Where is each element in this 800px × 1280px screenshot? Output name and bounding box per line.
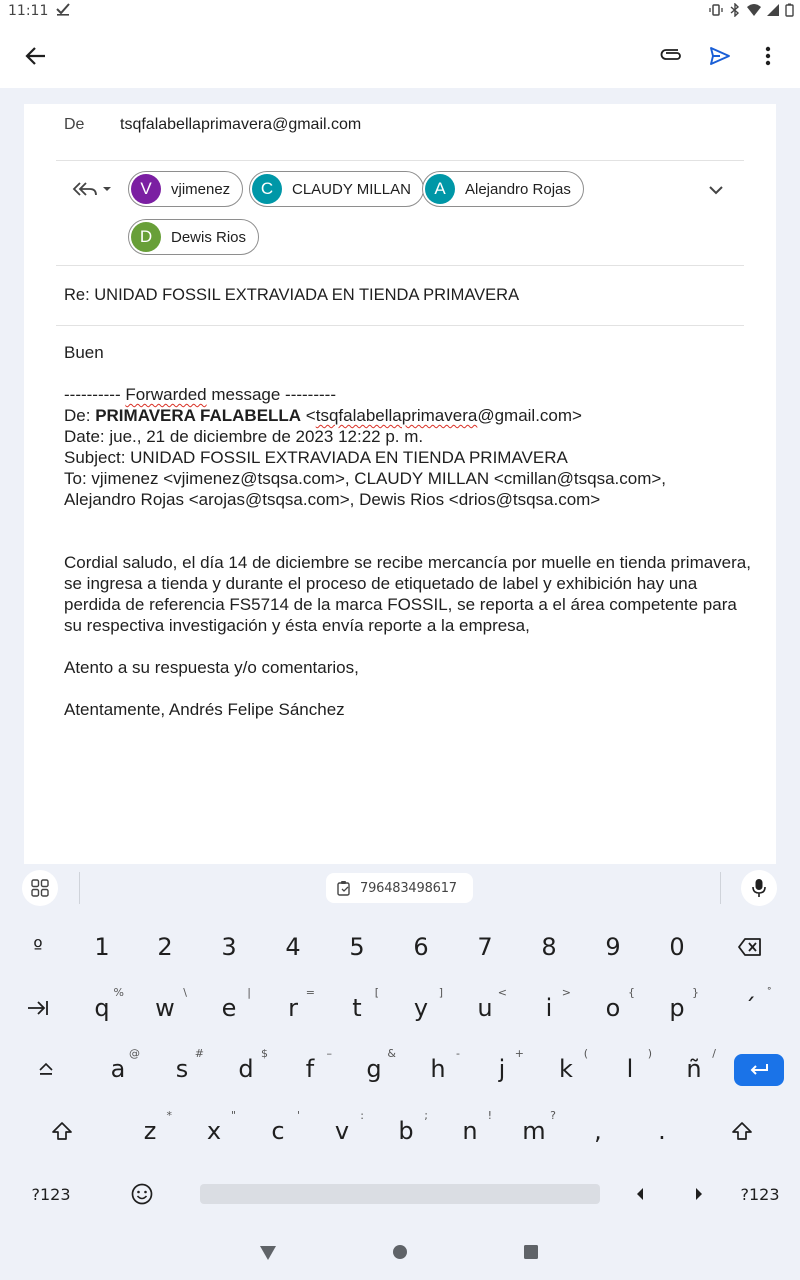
key-4[interactable]: 4 [285,933,301,961]
clipboard-icon [336,880,352,896]
key-g[interactable] [346,1041,402,1097]
divider [56,325,744,326]
recipient-chip[interactable] [422,171,584,207]
fwd-from-line [64,405,754,426]
key-y[interactable] [393,980,449,1036]
key-x[interactable] [186,1103,242,1159]
from-value[interactable]: tsqfalabellaprimavera@gmail.com [120,116,362,133]
shift-icon[interactable] [34,1103,90,1159]
fwd-to-line: To: vjimenez <vjimenez@tsqsa.com>, CLAUDY MILLAN <cmillan@tsqsa.com>, [64,469,667,488]
key-label: d [238,1055,254,1083]
key-label: z [143,1117,157,1145]
key-label: r [288,994,298,1022]
spacebar[interactable] [200,1184,600,1204]
divider [720,872,721,904]
microphone-icon[interactable] [741,870,777,906]
key-2[interactable]: 2 [157,933,173,961]
battery-icon [785,3,794,17]
attach-icon[interactable] [652,36,692,76]
key-label: q [94,994,110,1022]
key-6[interactable]: 6 [413,933,429,961]
status-bar [0,0,800,24]
key-hint: ' [296,1109,300,1122]
key-k[interactable] [538,1041,594,1097]
symbols-key[interactable]: ?123 [740,1184,780,1204]
key-hint: = [305,986,315,999]
avatar: D [131,222,161,252]
greeting: Buen [64,343,104,362]
key-label: b [398,1117,414,1145]
key-hint: + [514,1047,524,1060]
key-label: l [626,1055,634,1083]
backspace-icon[interactable] [722,919,778,975]
key-u[interactable] [457,980,513,1036]
key-0[interactable]: 0 [669,933,685,961]
key-hint: < [497,986,507,999]
key-period[interactable] [634,1103,690,1159]
key-z[interactable] [122,1103,178,1159]
key-hint: ; [424,1109,428,1122]
key-t[interactable] [329,980,385,1036]
key-label: o [605,994,621,1022]
key-h[interactable] [410,1041,466,1097]
key-s[interactable] [154,1041,210,1097]
chevron-down-icon[interactable] [704,178,728,202]
key-r[interactable] [265,980,321,1036]
blank-line [64,531,754,552]
key-hint: ) [647,1047,652,1060]
avatar: V [131,174,161,204]
key-hint: & [387,1047,396,1060]
key-label: n [462,1117,478,1145]
recipient-chip[interactable] [249,171,424,207]
key-p[interactable] [649,980,705,1036]
key-label: ñ [686,1055,702,1083]
key-l[interactable] [602,1041,658,1097]
fwd-from-email-close: @gmail.com> [477,406,582,425]
clipboard-suggestion[interactable] [326,873,473,903]
app-toolbar [0,24,800,88]
keyboard [0,912,800,1224]
blank-line [64,510,754,531]
key-d[interactable] [218,1041,274,1097]
fwd-prefix: ---------- [64,385,126,404]
key-8[interactable]: 8 [541,933,557,961]
status-time: 11:11 [8,3,49,19]
divider [56,160,744,161]
key-5[interactable]: 5 [349,933,365,961]
divider [56,265,744,266]
key-hint: * [166,1109,172,1122]
key-hint: | [247,986,251,999]
key-hint: : [360,1109,364,1122]
clipboard-text: 796483498617 [360,880,457,896]
key-label: ´ [744,994,756,1022]
enter-key[interactable] [734,1054,784,1086]
key-label: a [110,1055,126,1083]
key-hint: - [456,1047,460,1060]
key-hint: ? [550,1109,556,1122]
key-hint: % [113,986,124,999]
avatar: A [425,174,455,204]
key-w[interactable] [137,980,193,1036]
key-a[interactable] [90,1041,146,1097]
fwd-from-label: De: [64,406,96,425]
key-hint: [ [374,986,379,999]
fwd-to-line-cont: Alejandro Rojas <arojas@tsqsa.com>, Dewis Rios <drios@tsqsa.com> [64,490,601,509]
enter-icon [749,1063,769,1077]
key-label: i [545,994,553,1022]
key-f[interactable] [282,1041,338,1097]
cursor-left-icon[interactable] [612,1166,668,1222]
divider [79,872,80,904]
body-paragraph: Cordial saludo, el día 14 de diciembre se recibe mercancía por muelle en tienda primavera, se ingresa a tienda y durante el proceso de etiquetado de label y exhibición hay una perdida de referencia FS5714 de la marca FOSSIL, se reporta a el área competente para su respectiva investigación y ésta envía reporte a la empresa, [64,553,751,635]
recipient-name: Alejandro Rojas [465,180,571,198]
key-b[interactable] [378,1103,434,1159]
vibrate-icon [709,3,723,17]
wifi-icon [747,3,761,17]
key-label: y [413,994,429,1022]
forwarded-header [64,384,754,405]
blank-line [64,363,754,384]
reply-all-icon [72,176,118,202]
fwd-suffix: message --------- [206,385,336,404]
key-label: p [669,994,685,1022]
blank-line [64,636,754,657]
key-ordinal[interactable]: º [33,935,43,959]
key-label: t [352,994,362,1022]
key-label: , [594,1117,602,1145]
closing-line: Atento a su respuesta y/o comentarios, [64,658,359,677]
key-label: f [305,1055,315,1083]
key-j[interactable] [474,1041,530,1097]
key-label: v [334,1117,350,1145]
fwd-subject-line: Subject: UNIDAD FOSSIL EXTRAVIADA EN TIENDA PRIMAVERA [64,448,568,467]
symbols-key[interactable]: ?123 [31,1184,71,1204]
key-label: e [221,994,237,1022]
key-3[interactable]: 3 [221,933,237,961]
key-hint: @ [129,1047,140,1060]
more-vert-icon[interactable] [748,36,788,76]
shift-icon[interactable] [714,1103,770,1159]
key-hint: { [628,986,635,999]
key-label: x [206,1117,222,1145]
key-n[interactable] [442,1103,498,1159]
recipient-chip[interactable] [128,171,243,207]
key-o[interactable] [585,980,641,1036]
key-hint: } [692,986,699,999]
from-label: De [64,116,85,133]
subject-field[interactable]: Re: UNIDAD FOSSIL EXTRAVIADA EN TIENDA PRIMAVERA [64,286,520,304]
signal-icon [766,3,780,17]
recipient-name: vjimenez [171,180,231,198]
key-9[interactable]: 9 [605,933,621,961]
recipient-name: Dewis Rios [171,228,247,246]
key-hint: " [230,1109,236,1122]
key-c[interactable] [250,1103,306,1159]
recipient-name: CLAUDY MILLAN [292,180,411,198]
key-label: h [430,1055,446,1083]
fwd-date-line: Date: jue., 21 de diciembre de 2023 12:22 p. m. [64,427,424,446]
key-label: c [271,1117,285,1145]
recipient-chip[interactable] [128,219,259,255]
bluetooth-icon [728,3,742,17]
key-label: m [522,1117,546,1145]
key-label: s [175,1055,189,1083]
fwd-word: Forwarded [125,385,207,404]
send-icon[interactable] [700,36,740,76]
recents-icon[interactable] [521,1242,541,1262]
emoji-icon[interactable] [114,1166,170,1222]
message-body[interactable] [64,342,754,720]
key-hint: ˚ [766,986,772,999]
back-triangle-icon[interactable] [258,1242,278,1262]
reply-all-dropdown[interactable] [72,176,118,202]
fwd-from-name: PRIMAVERA FALABELLA [95,406,302,425]
caps-lock-icon[interactable] [18,1041,74,1097]
key-v[interactable] [314,1103,370,1159]
blank-line [64,678,754,699]
cursor-right-icon[interactable] [671,1166,727,1222]
key-7[interactable]: 7 [477,933,493,961]
key-label: . [658,1117,666,1145]
key-e[interactable] [201,980,257,1036]
key-i[interactable] [521,980,577,1036]
suggestion-strip [0,864,800,912]
fwd-from-email-open: < [301,406,316,425]
key-hint: ! [487,1109,492,1122]
key-m[interactable] [506,1103,562,1159]
key-hint: $ [261,1047,268,1060]
key-comma[interactable] [570,1103,626,1159]
key-hint: / [712,1047,716,1060]
key-hint: # [194,1047,204,1060]
key-label: j [498,1055,506,1083]
key-q[interactable] [74,980,130,1036]
signature-line: Atentamente, Andrés Felipe Sánchez [64,700,345,719]
key-label: w [155,994,175,1022]
check-icon [56,2,70,19]
key-label: k [559,1055,573,1083]
key-label: g [366,1055,382,1083]
key-hint: > [561,986,571,999]
key-hint: \ [183,986,187,999]
key-hint: ( [583,1047,588,1060]
key-acute[interactable] [722,980,778,1036]
home-icon[interactable] [390,1242,410,1262]
key-1[interactable]: 1 [94,933,110,961]
apps-grid-icon[interactable] [22,870,58,906]
avatar: C [252,174,282,204]
fwd-from-email: tsqfalabellaprimavera [315,406,478,425]
status-icons [709,3,794,17]
tab-key-icon[interactable] [10,980,66,1036]
key-label: u [477,994,493,1022]
key-hint: ] [438,986,443,999]
navigation-bar [0,1224,800,1280]
key-hint: – [326,1047,332,1060]
key-n-tilde[interactable] [666,1041,722,1097]
back-arrow-icon[interactable] [16,36,56,76]
